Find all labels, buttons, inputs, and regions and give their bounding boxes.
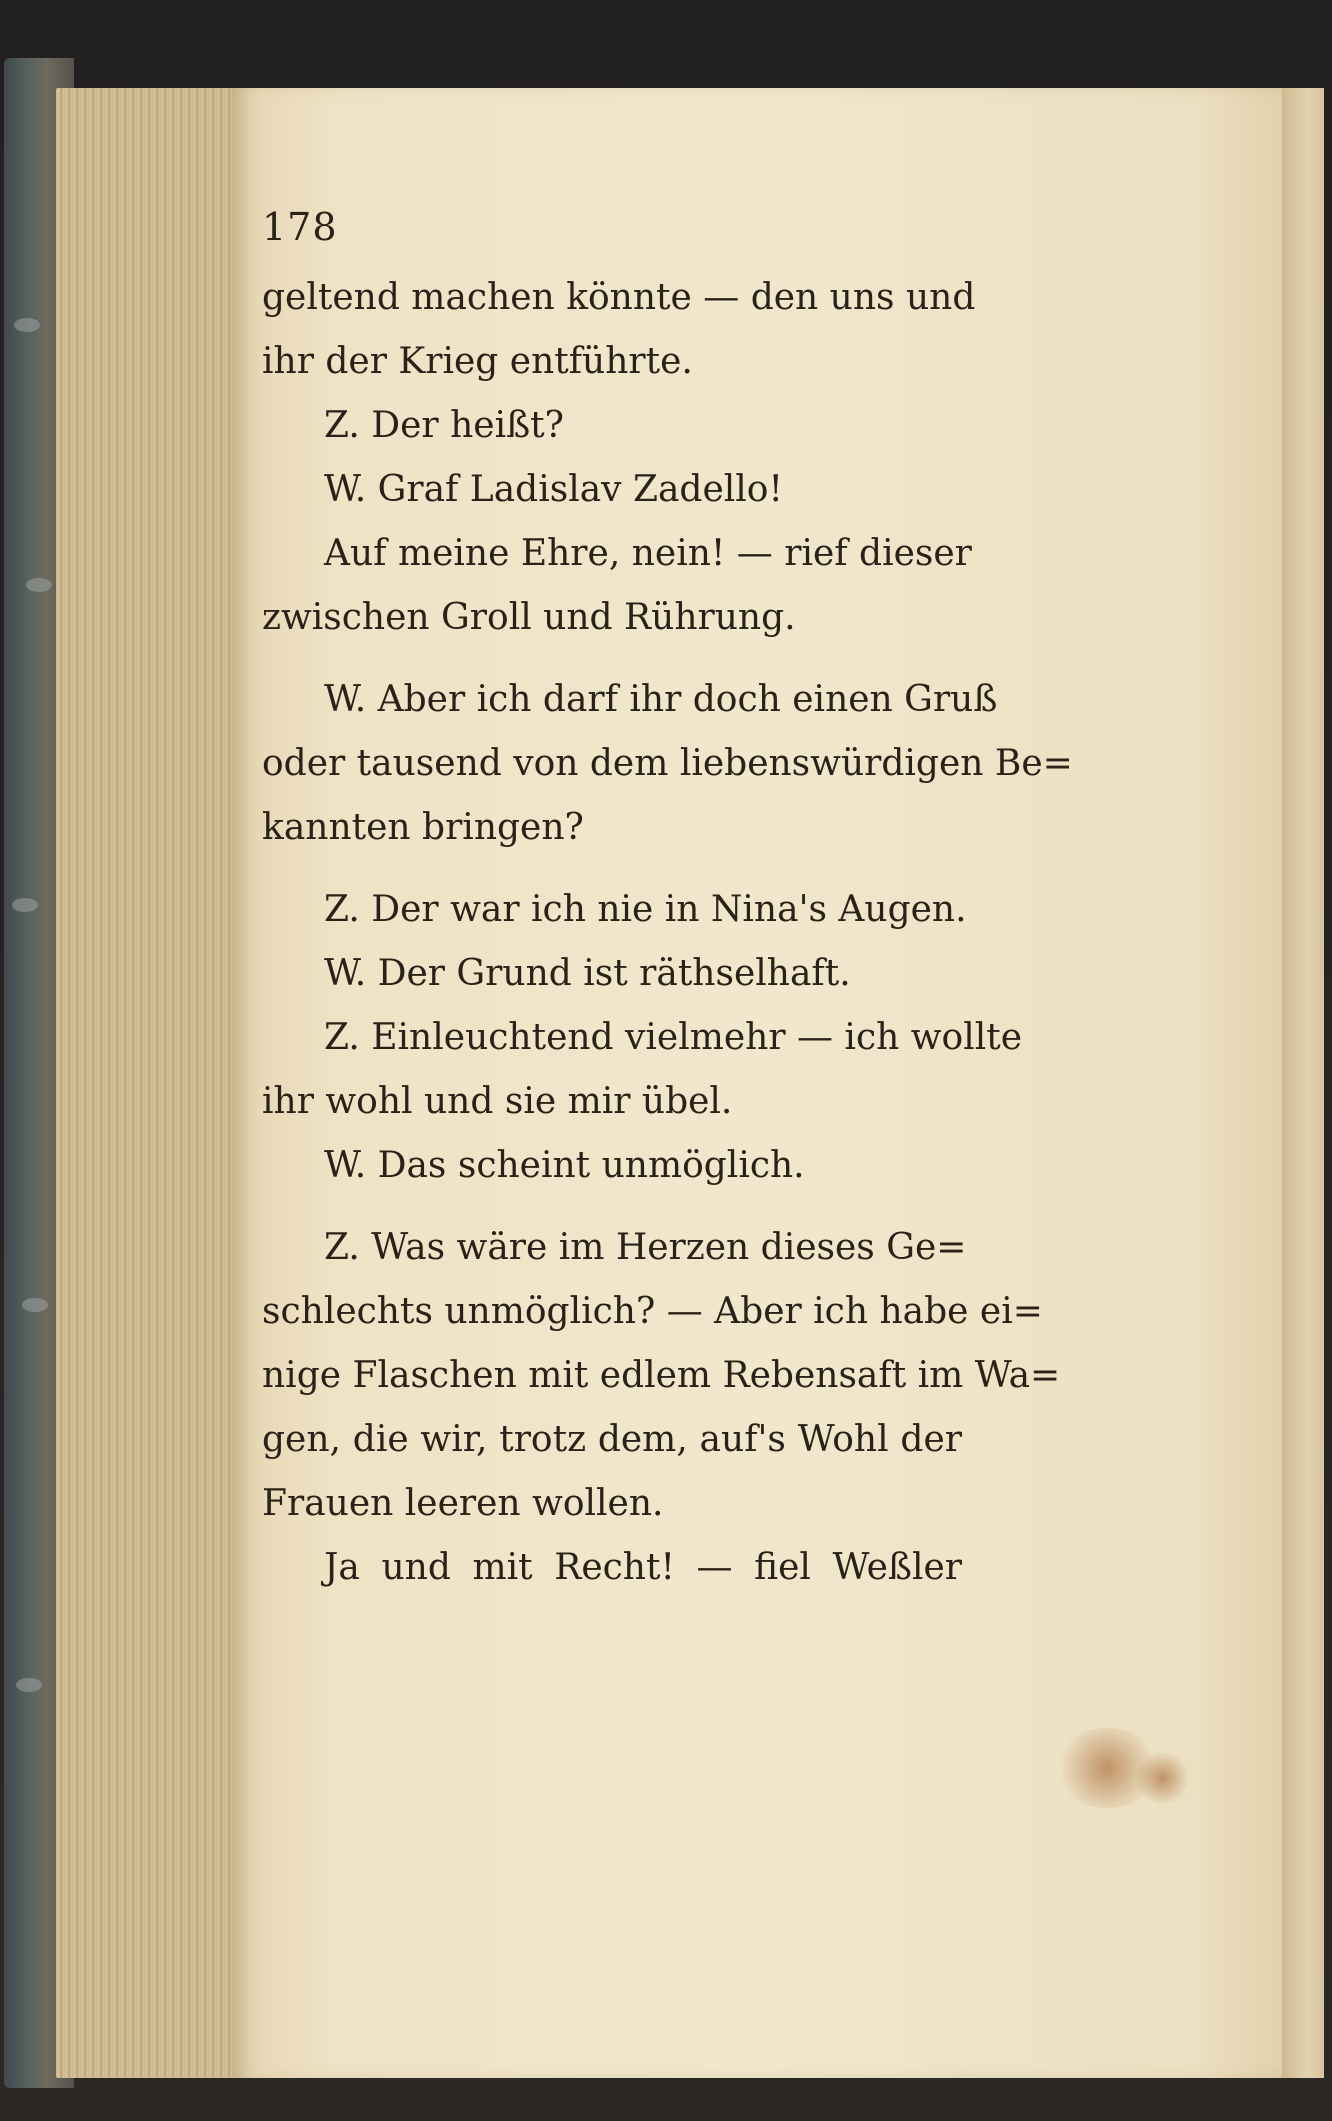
text-line: W. Das scheint unmöglich. <box>324 1145 805 1186</box>
text-line: Frauen leeren wollen. <box>262 1483 664 1524</box>
cover-wear-mark <box>12 898 38 912</box>
cover-wear-mark <box>14 318 40 332</box>
text-line: geltend machen könnte — den uns und <box>262 277 976 318</box>
facing-page-edge <box>1282 88 1324 2078</box>
text-line: gen, die wir, trotz dem, auf's Wohl der <box>262 1419 962 1460</box>
text-line: Z. Der war ich nie in Nina's Augen. <box>324 889 967 930</box>
foxing-stain <box>1132 1753 1192 1803</box>
text-line: W. Der Grund ist räthselhaft. <box>324 953 851 994</box>
text-line: W. Graf Ladislav Zadello! <box>324 469 783 510</box>
text-line: Z. Was wäre im Herzen dieses Ge= <box>324 1227 967 1268</box>
stacked-page-edges <box>56 88 236 2078</box>
text-line: Ja und mit Recht! — fiel Weßler <box>324 1547 962 1588</box>
text-line: Z. Einleuchtend vielmehr — ich wollte <box>324 1017 1023 1058</box>
text-line: zwischen Groll und Rührung. <box>262 597 796 638</box>
text-line: oder tausend von dem liebenswürdigen Be= <box>262 743 1073 784</box>
cover-wear-mark <box>22 1298 48 1312</box>
text-line: Auf meine Ehre, nein! — rief dieser <box>324 533 972 574</box>
text-line: schlechts unmöglich? — Aber ich habe ei= <box>262 1291 1043 1332</box>
text-line: W. Aber ich darf ihr doch einen Gruß <box>324 679 998 720</box>
text-line: ihr der Krieg entführte. <box>262 341 693 382</box>
cover-wear-mark <box>16 1678 42 1692</box>
text-line: nige Flaschen mit edlem Rebensaft im Wa= <box>262 1355 1061 1396</box>
cover-wear-mark <box>26 578 52 592</box>
text-line: kannten bringen? <box>262 807 584 848</box>
text-line: Z. Der heißt? <box>324 405 564 446</box>
page-text <box>262 266 1073 1600</box>
text-line: ihr wohl und sie mir übel. <box>262 1081 733 1122</box>
page-number: 178 <box>262 205 338 249</box>
